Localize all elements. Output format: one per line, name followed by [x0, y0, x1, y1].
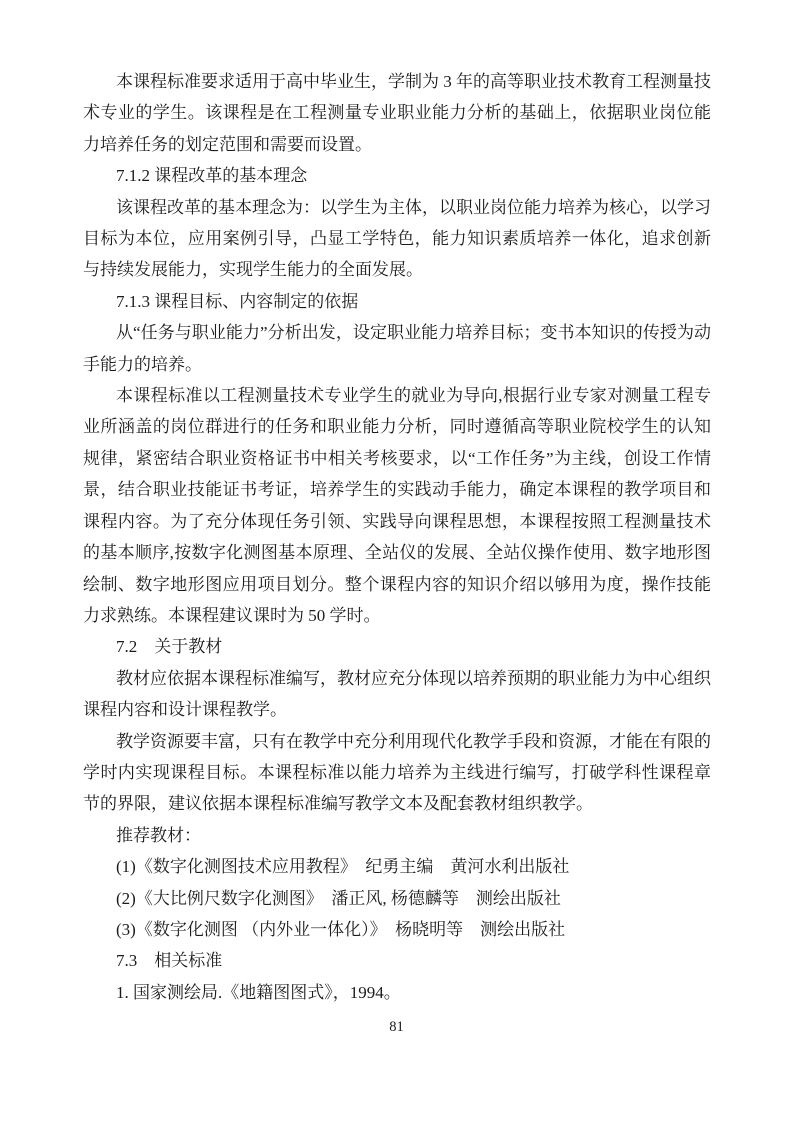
- textbook-item-1: (1)《数字化测图技术应用教程》 纪勇主编 黄河水利出版社: [116, 857, 570, 877]
- textbook-item-2: (2)《大比例尺数字化测图》 潘正风, 杨德麟等 测绘出版社: [116, 888, 561, 908]
- paragraph-course-scope: 本课程标准要求适用于高中毕业生，学制为 3 年的高等职业技术教育工程测量技术专业的学生。该课程是在工程测量专业职业能力分析的基础上，依据职业岗位能力培养任务的划定范围和需要而设置。: [83, 72, 711, 154]
- paragraph-employment-oriented: 本课程标准以工程测量技术专业学生的就业为导向,根据行业专家对测量工程专 业所涵盖的岗位群进行的任务和职业能力分析，同时遵循高等职业院校学生的认知规律，紧密结合职业资格证书中相关考核要求，以“工作任务”为主线，创设工作情景，结合职业技能证书考证，培养学生的实践动手能力，确定本课程的教学项目和课程内容。为了充分体现任务引领、实践导向课程思想，本课程按照工程测量技术的基本顺序,按数字化测图基本原理、全站仪的发展、全站仪操作使用、数字地形图绘制、数字地形图应用项目划分。整个课程内容的知识介绍以够用为度，操作技能力求熟练。本课程建议课时为 50 学时。: [83, 386, 711, 625]
- paragraph-textbook-requirements: 教材应依据本课程标准编写，教材应充分体现以培养预期的职业能力为中心组织课程内容和设计课程教学。: [83, 668, 711, 720]
- paragraph-task-ability-analysis: 从“任务与职业能力”分析出发，设定职业能力培养目标；变书本知识的传授为动手能力的培养。: [83, 323, 711, 374]
- label-recommended-textbooks: 推荐教材：: [116, 825, 201, 845]
- heading-7-3-related-standards: 7.3 相关标准: [116, 951, 223, 971]
- heading-7-1-2-reform-principles: 7.1.2 课程改革的基本理念: [116, 166, 308, 186]
- reference-item-1: 1. 国家测绘局.《地籍图图式》，1994。: [116, 982, 401, 1002]
- page-number: 81: [389, 1019, 404, 1035]
- paragraph-reform-principles: 该课程改革的基本理念为：以学生为主体，以职业岗位能力培养为核心，以学习目标为本位，应用案例引导，凸显工学特色，能力知识素质培养一体化，追求创新与持续发展能力，实现学生能力的全面发展。: [83, 197, 711, 280]
- paragraph-teaching-resources: 教学资源要丰富，只有在教学中充分利用现代化教学手段和资源，才能在有限的学时内实现课程目标。本课程标准以能力培养为主线进行编写，打破学科性课程章节的界限，建议依据本课程标准编写教学文本及配套教材组织教学。: [83, 731, 711, 814]
- heading-7-1-3-goal-basis: 7.1.3 课程目标、内容制定的依据: [116, 291, 359, 311]
- heading-7-2-textbooks: 7.2 关于教材: [116, 637, 223, 657]
- textbook-item-3: (3)《数字化测图 （内外业一体化）》 杨晓明等 测绘出版社: [116, 919, 566, 939]
- document-body: [83, 66, 711, 1008]
